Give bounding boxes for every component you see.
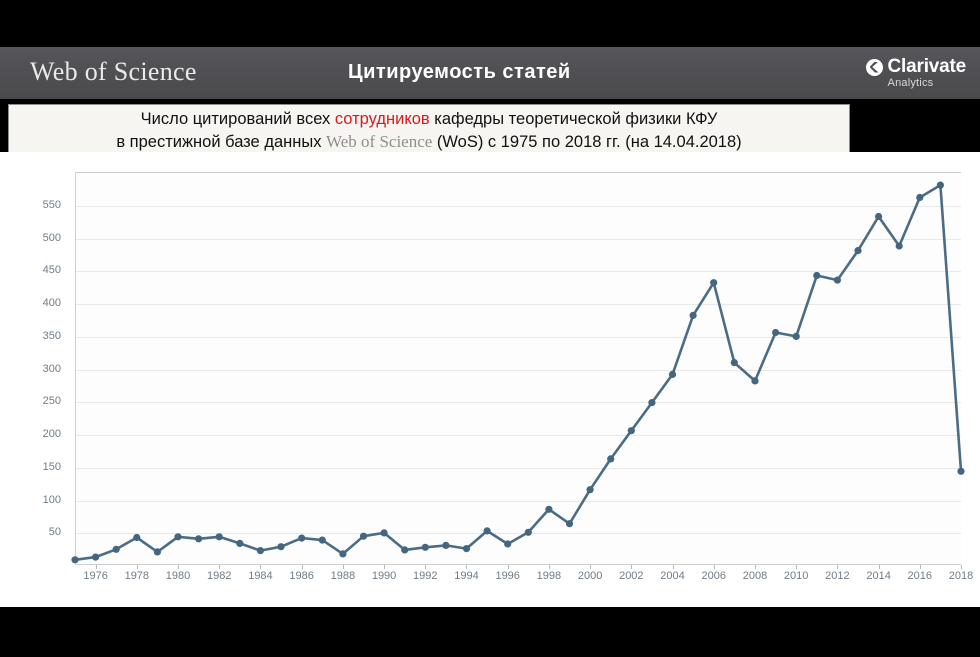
x-axis-tick-label: 1990 xyxy=(371,570,397,582)
y-axis-tick-label: 550 xyxy=(42,198,61,211)
data-point-marker xyxy=(854,247,861,254)
brand-name: Clarivate xyxy=(887,56,966,77)
data-point-marker xyxy=(113,546,120,553)
data-point-marker xyxy=(545,506,552,513)
x-axis-tick-label: 2010 xyxy=(783,570,809,582)
y-axis-tick-label: 350 xyxy=(42,329,61,342)
data-point-marker xyxy=(463,545,470,552)
data-point-marker xyxy=(957,468,964,475)
data-point-marker xyxy=(525,529,532,536)
caption-line1-part-b: кафедры теоретической физики КФУ xyxy=(429,110,718,128)
y-axis-tick-label: 450 xyxy=(42,264,61,277)
x-axis-tick-mark xyxy=(673,565,674,569)
x-axis-tick-label: 1998 xyxy=(536,570,562,582)
y-axis-tick-label: 150 xyxy=(42,460,61,473)
data-point-marker xyxy=(751,377,758,384)
x-axis-tick-mark xyxy=(837,565,838,569)
x-axis-tick-mark xyxy=(796,565,797,569)
data-point-marker xyxy=(648,399,655,406)
caption-line-2 xyxy=(17,131,841,154)
x-axis-tick-label: 2000 xyxy=(577,570,603,582)
data-point-marker xyxy=(710,279,717,286)
caption-line2-part-b: (WoS) с 1975 по 2018 гг. (на 14.04.2018) xyxy=(432,132,742,151)
x-axis-tick-label: 2014 xyxy=(866,570,891,582)
data-point-marker xyxy=(422,544,429,551)
x-axis-tick-label: 1984 xyxy=(248,570,273,582)
x-axis-tick-mark xyxy=(508,565,509,569)
x-axis-tick-label: 2018 xyxy=(948,570,974,582)
data-point-marker xyxy=(401,546,408,553)
x-axis-tick-label: 1988 xyxy=(330,570,356,582)
x-axis-tick-label: 2002 xyxy=(619,570,644,582)
x-axis-tick-mark xyxy=(343,565,344,569)
x-axis-tick-mark xyxy=(302,565,303,569)
x-axis-tick-mark xyxy=(384,565,385,569)
slide-header xyxy=(0,47,980,99)
data-point-marker xyxy=(319,537,326,544)
caption-line1-part-a: Число цитирований всех xyxy=(140,110,335,128)
caption-line2-part-a: в престижной базе данных xyxy=(116,132,327,151)
page-title: Цитируемость статей xyxy=(348,61,571,83)
x-axis-tick-label: 2006 xyxy=(701,570,726,582)
x-axis-tick-label: 2004 xyxy=(660,570,685,582)
data-point-marker xyxy=(236,540,243,547)
chart-area xyxy=(0,152,980,607)
x-axis-tick-mark xyxy=(549,565,550,569)
y-axis-tick-label: 50 xyxy=(48,526,61,539)
x-axis-tick-mark xyxy=(137,565,138,569)
x-axis-tick-mark xyxy=(631,565,632,569)
data-point-marker xyxy=(731,359,738,366)
brand-row xyxy=(866,56,966,78)
x-axis-tick-mark xyxy=(466,565,467,569)
x-axis-tick-label: 1980 xyxy=(165,570,191,582)
y-axis-tick-label: 300 xyxy=(42,362,61,375)
x-axis-tick-mark xyxy=(219,565,220,569)
data-point-marker xyxy=(360,533,367,540)
data-point-marker xyxy=(937,182,944,189)
y-axis-tick-label: 200 xyxy=(42,428,61,440)
data-point-marker xyxy=(793,333,800,340)
data-point-marker xyxy=(277,543,284,550)
x-axis-tick-mark xyxy=(879,565,880,569)
data-point-marker xyxy=(71,556,78,563)
data-point-marker xyxy=(896,242,903,249)
data-point-marker xyxy=(504,540,511,547)
y-axis-tick-label: 250 xyxy=(42,395,61,408)
brand-subtitle: Analytics xyxy=(887,77,934,89)
x-axis-tick-label: 2016 xyxy=(907,570,933,582)
x-axis-tick-label: 1986 xyxy=(289,570,314,582)
x-axis-tick-mark xyxy=(425,565,426,569)
data-point-marker xyxy=(298,535,305,542)
data-point-marker xyxy=(690,312,697,319)
x-axis-tick-label: 1996 xyxy=(495,570,520,582)
data-point-marker xyxy=(257,547,264,554)
data-point-marker xyxy=(216,533,223,540)
x-axis-tick-label: 1978 xyxy=(124,570,150,582)
x-axis-tick-label: 1976 xyxy=(83,570,108,582)
data-point-marker xyxy=(813,272,820,279)
y-axis-tick-label: 100 xyxy=(42,493,61,506)
data-point-marker xyxy=(916,194,923,201)
data-point-marker xyxy=(339,550,346,557)
caption-line-1 xyxy=(17,109,841,131)
y-axis-tick-label: 400 xyxy=(42,297,61,309)
x-axis-tick-label: 2012 xyxy=(825,570,850,582)
citations-line-series xyxy=(75,172,961,565)
caption-highlight-word: сотрудников xyxy=(334,110,430,128)
x-axis-tick-label: 1982 xyxy=(206,570,232,582)
data-point-marker xyxy=(92,554,99,561)
x-axis-tick-label: 1994 xyxy=(454,570,479,582)
x-axis-tick-mark xyxy=(590,565,591,569)
data-point-marker xyxy=(566,520,573,527)
top-black-band xyxy=(0,0,980,47)
data-point-marker xyxy=(834,277,841,284)
x-axis-tick-mark xyxy=(96,565,97,569)
x-axis-tick-label: 1992 xyxy=(413,570,438,582)
data-point-marker xyxy=(154,548,161,555)
caption-wos-wordmark: Web of Science xyxy=(326,131,433,151)
y-axis-tick-label: 500 xyxy=(42,231,61,244)
x-axis-tick-label: 2008 xyxy=(742,570,768,582)
data-point-marker xyxy=(195,535,202,542)
data-point-marker xyxy=(442,542,449,549)
x-axis-tick-mark xyxy=(755,565,756,569)
data-point-marker xyxy=(628,427,635,434)
bottom-black-band xyxy=(0,607,980,657)
data-point-marker xyxy=(669,371,676,378)
clarivate-mark-icon xyxy=(866,59,883,76)
x-axis-tick-mark xyxy=(714,565,715,569)
clarivate-analytics-logo xyxy=(866,56,966,89)
data-point-marker xyxy=(381,529,388,536)
x-axis-tick-mark xyxy=(260,565,261,569)
data-point-marker xyxy=(772,329,779,336)
data-point-marker xyxy=(587,486,594,493)
x-axis-tick-mark xyxy=(961,565,962,569)
x-axis-tick-mark xyxy=(178,565,179,569)
series-line xyxy=(75,185,961,560)
data-point-marker xyxy=(174,533,181,540)
data-point-marker xyxy=(133,534,140,541)
data-point-marker xyxy=(484,527,491,534)
x-axis-tick-mark xyxy=(920,565,921,569)
web-of-science-logo: Web of Science xyxy=(30,57,197,86)
data-point-marker xyxy=(607,455,614,462)
data-point-marker xyxy=(875,213,882,220)
